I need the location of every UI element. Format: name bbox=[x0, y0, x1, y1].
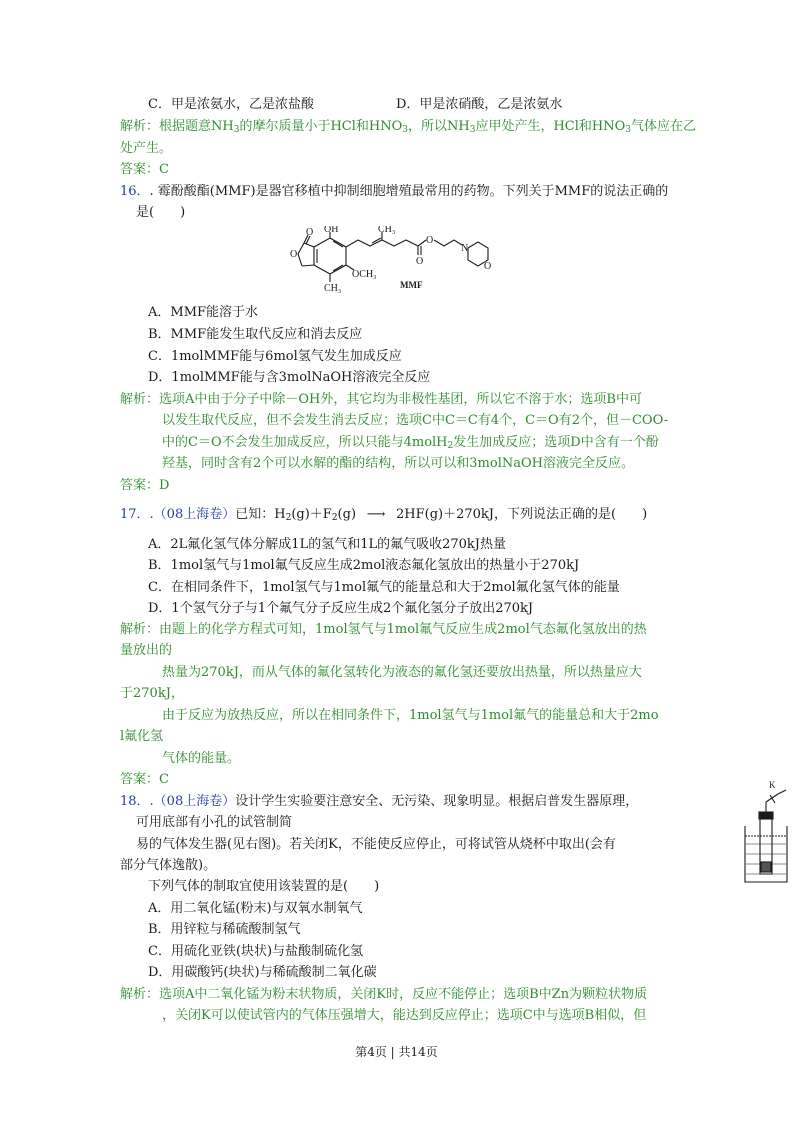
label-o-carbonyl: O bbox=[306, 227, 314, 238]
q18-analysis-line-2: ，关闭K可以使试管内的气体压强增大，能达到反应停止；选项C中与选项B相似，但 bbox=[162, 1008, 647, 1023]
q17-analysis-line-2: 量放出的 bbox=[120, 643, 173, 658]
q16-analysis-line-3: 中的C＝O不会发生加成反应，所以只能与4molH$_2$发生加成反应；选项D中含有一个酚 bbox=[162, 435, 659, 451]
q18-stem-line-1: 18．.（08上海卷）设计学生实验要注意安全、无污染、现象明显。根据启普发生器原理， bbox=[120, 794, 639, 809]
q18-stem-line-5: 下列气体的制取宜使用该装置的是( ) bbox=[148, 879, 380, 894]
q17-option-a: A．2L氟化氢气体分解成1L的氢气和1L的氟气吸收270kJ热量 bbox=[148, 537, 507, 552]
q18-stem-line-3: 易的气体发生器(见右图)。若关闭K，不能使反应停止，可将试管从烧杯中取出(会有 bbox=[136, 837, 616, 852]
q17-answer: 答案：C bbox=[120, 772, 169, 787]
q16-option-a: A．MMF能溶于水 bbox=[148, 305, 259, 320]
q17-option-b: B．1mol氢气与1mol氟气反应生成2mol液态氟化氢放出的热量小于270kJ bbox=[148, 558, 580, 573]
page-footer: 第4页 | 共14页 bbox=[355, 1045, 438, 1059]
q17-analysis-line-3: 热量为270kJ，而从气体的氟化氢转化为液态的氟化氢还要放出热量，所以热量应大 bbox=[162, 665, 642, 680]
q16-option-c: C．1molMMF能与6mol氢气发生加成反应 bbox=[148, 349, 402, 364]
q17-option-c: C．在相同条件下，1mol氢气与1mol氟气的能量总和大于2mol氟化氢气体的能量 bbox=[148, 580, 620, 595]
q15-analysis-line-2: 处产生。 bbox=[120, 141, 173, 156]
q17-analysis-line-6: l氟化氢 bbox=[120, 729, 164, 744]
q16-analysis-line-2: 以发生取代反应，但不会发生消去反应；选项C中C＝C有4个，C＝O有2个，但－COO- bbox=[162, 413, 669, 428]
q16-option-d: D．1molMMF能与含3molNaOH溶液完全反应 bbox=[148, 370, 431, 385]
q18-option-d: D．用碳酸钙(块状)与稀硫酸制二氧化碳 bbox=[148, 965, 377, 980]
q16-answer: 答案：D bbox=[120, 478, 170, 493]
q18-option-a: A．用二氧化锰(粉末)与双氧水制氧气 bbox=[148, 901, 363, 916]
gas-generator-apparatus-diagram bbox=[742, 778, 790, 888]
q17-analysis-line-1: 解析：由题上的化学方程式可知，1mol氢气与1mol氟气反应生成2mol气态氟化氢放出的热 bbox=[120, 622, 647, 637]
q15-analysis-line-1: 解析：根据题意$NH_3$的摩尔质量小于HCl和$HNO_3$，所以$NH_3$应甲处产生，HCl和$HNO_3$气体应在乙 bbox=[120, 119, 697, 135]
label-o-ester-carbonyl: O bbox=[416, 256, 424, 267]
label-k: K bbox=[769, 780, 776, 790]
q17-number: 17． bbox=[120, 507, 150, 522]
label-mmf: MMF bbox=[400, 280, 423, 290]
q16-stem-line-1: 16．. 霉酚酸酯(MMF)是器官移植中抑制细胞增殖最常用的药物。下列关于MMF的说法正确的 bbox=[120, 184, 669, 199]
q18-option-c: C．用硫化亚铁(块状)与盐酸制硫化氢 bbox=[148, 944, 364, 959]
q15-option-d: D．甲是浓硝酸，乙是浓氨水 bbox=[396, 97, 563, 112]
mmf-structure-diagram bbox=[288, 226, 518, 296]
q15-option-c: C．甲是浓氨水，乙是浓盐酸 bbox=[148, 97, 314, 112]
q18-source: .（08上海卷） bbox=[149, 794, 236, 809]
reaction-arrow: ⟶ bbox=[366, 507, 386, 522]
q16-analysis-line-1: 解析：选项A中由于分子中除－OH外，其它均为非极性基团，所以它不溶于水；选项B中可 bbox=[120, 392, 642, 407]
label-o-ester: O bbox=[426, 235, 434, 246]
q18-number: 18． bbox=[120, 794, 150, 809]
label-och3: OCH₃ bbox=[352, 269, 377, 280]
q18-analysis-line-1: 解析：选项A中二氧化锰为粉末状物质，关闭K时，反应不能停止；选项B中Zn为颗粒状物质 bbox=[120, 987, 648, 1002]
label-n: N bbox=[461, 243, 469, 254]
label-oh: OH bbox=[324, 226, 339, 235]
q16-analysis-line-4: 羟基，同时含有2个可以水解的酯的结构，所以可以和3molNaOH溶液完全反应。 bbox=[162, 456, 634, 471]
q18-stem-line-2: 可用底部有小孔的试管制简 bbox=[136, 815, 293, 830]
q18-stem-line-4: 部分气体逸散)。 bbox=[120, 858, 217, 873]
q17-option-d: D．1个氢气分子与1个氟气分子反应生成2个氟化氢分子放出270kJ bbox=[148, 601, 534, 616]
q18-option-b: B．用锌粒与稀硫酸制氢气 bbox=[148, 922, 301, 937]
label-ch3-top: CH₃ bbox=[378, 226, 396, 235]
q16-number: 16． bbox=[120, 184, 150, 199]
label-o-morpholine: O bbox=[484, 261, 492, 272]
q17-stem: 17．.（08上海卷）已知：$H_2(g)+F_2(g)$ ⟶ 2HF(g)＋270kJ，下列说法正确的是( ) bbox=[120, 507, 648, 523]
q17-source: .（08上海卷） bbox=[149, 507, 236, 522]
q16-option-b: B．MMF能发生取代反应和消去反应 bbox=[148, 327, 363, 342]
q17-analysis-line-5: 由于反应为放热反应，所以在相同条件下，1mol氢气与1mol氟气的能量总和大于2mo bbox=[162, 708, 659, 723]
label-ch3-bottom: CH₃ bbox=[324, 283, 342, 294]
q17-analysis-line-4: 于270kJ， bbox=[120, 686, 184, 701]
q15-answer: 答案：C bbox=[120, 162, 169, 177]
label-o-ring: O bbox=[290, 249, 298, 260]
q17-analysis-line-7: 气体的能量。 bbox=[162, 751, 241, 766]
q16-stem-line-2: 是( ) bbox=[136, 205, 186, 220]
